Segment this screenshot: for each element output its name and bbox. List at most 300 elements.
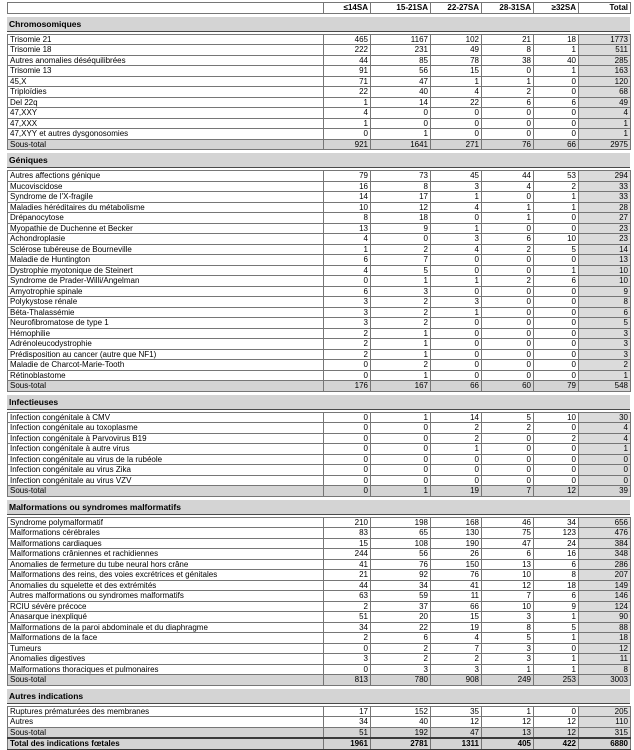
row-total-cell: 1: [579, 118, 631, 129]
value-cell: 2: [371, 297, 431, 308]
value-cell: 0: [534, 444, 579, 455]
value-cell: 1: [534, 202, 579, 213]
row-label-cell: Syndrome polymalformatif: [8, 517, 324, 528]
value-cell: 0: [482, 370, 534, 381]
value-cell: 8: [482, 622, 534, 633]
row-label-cell: Autres anomalies déséquilibrées: [8, 55, 324, 66]
value-cell: 9: [371, 223, 431, 234]
value-cell: 0: [482, 223, 534, 234]
value-cell: 0: [431, 339, 482, 350]
value-cell: 83: [324, 528, 371, 539]
row-total-cell: 1: [579, 444, 631, 455]
value-cell: 40: [371, 717, 431, 728]
value-cell: 85: [371, 55, 431, 66]
column-header-row: [8, 3, 631, 14]
value-cell: 65: [371, 528, 431, 539]
value-cell: 0: [324, 475, 371, 486]
value-cell: 59: [371, 591, 431, 602]
table-row: [8, 286, 631, 297]
value-cell: 26: [431, 549, 482, 560]
row-total-cell: 3003: [579, 675, 631, 686]
row-total-cell: 13: [579, 255, 631, 266]
row-label-cell: RCIU sévère précoce: [8, 601, 324, 612]
row-total-cell: 4: [579, 108, 631, 119]
value-cell: 0: [431, 213, 482, 224]
row-total-cell: 2975: [579, 139, 631, 150]
value-cell: 2: [324, 633, 371, 644]
value-cell: 41: [431, 580, 482, 591]
value-cell: 0: [534, 475, 579, 486]
value-cell: 0: [534, 643, 579, 654]
header-col-15-21sa: 15-21SA: [371, 3, 431, 14]
value-cell: 2: [324, 601, 371, 612]
value-cell: 2: [324, 349, 371, 360]
value-cell: 1641: [371, 139, 431, 150]
value-cell: 0: [431, 286, 482, 297]
header-col-22-27sa: 22-27SA: [431, 3, 482, 14]
value-cell: 5: [482, 633, 534, 644]
row-label-cell: Anasarque inexpliqué: [8, 612, 324, 623]
row-total-cell: 286: [579, 559, 631, 570]
section-title-4: Autres indications: [7, 689, 630, 704]
value-cell: 0: [482, 465, 534, 476]
value-cell: 1: [324, 244, 371, 255]
value-cell: 0: [534, 349, 579, 360]
value-cell: 422: [534, 738, 579, 750]
value-cell: 190: [431, 538, 482, 549]
table-row: [8, 622, 631, 633]
row-total-cell: 1: [579, 370, 631, 381]
value-cell: 35: [431, 706, 482, 717]
value-cell: 6: [324, 255, 371, 266]
value-cell: 21: [324, 570, 371, 581]
row-label-cell: Myopathie de Duchenne et Becker: [8, 223, 324, 234]
value-cell: 46: [482, 517, 534, 528]
table-row: [8, 339, 631, 350]
section-table-1: [7, 170, 631, 392]
value-cell: 0: [324, 412, 371, 423]
value-cell: 5: [534, 622, 579, 633]
row-label-cell: Anomalies digestives: [8, 654, 324, 665]
row-total-cell: 384: [579, 538, 631, 549]
table-row: [8, 706, 631, 717]
row-label-cell: Autres: [8, 717, 324, 728]
value-cell: 1311: [431, 738, 482, 750]
value-cell: 11: [431, 591, 482, 602]
value-cell: 18: [534, 34, 579, 45]
value-cell: 465: [324, 34, 371, 45]
value-cell: 168: [431, 517, 482, 528]
value-cell: 0: [371, 454, 431, 465]
value-cell: 405: [482, 738, 534, 750]
value-cell: 34: [324, 622, 371, 633]
table-row: [8, 192, 631, 203]
value-cell: 1: [482, 202, 534, 213]
value-cell: 167: [371, 381, 431, 392]
value-cell: 49: [431, 45, 482, 56]
value-cell: 34: [371, 580, 431, 591]
table-row: [8, 591, 631, 602]
value-cell: 47: [482, 538, 534, 549]
row-total-cell: 285: [579, 55, 631, 66]
value-cell: 76: [431, 570, 482, 581]
value-cell: 0: [324, 465, 371, 476]
value-cell: 71: [324, 76, 371, 87]
value-cell: 45: [431, 171, 482, 182]
value-cell: 0: [371, 444, 431, 455]
value-cell: 13: [482, 727, 534, 738]
value-cell: 0: [482, 192, 534, 203]
value-cell: 0: [534, 297, 579, 308]
row-label-cell: 45,X: [8, 76, 324, 87]
value-cell: 2: [482, 276, 534, 287]
row-label-cell: Malformations cardiaques: [8, 538, 324, 549]
value-cell: 130: [431, 528, 482, 539]
table-row: [8, 55, 631, 66]
value-cell: 51: [324, 727, 371, 738]
value-cell: 2: [482, 244, 534, 255]
value-cell: 6: [482, 97, 534, 108]
value-cell: 3: [324, 318, 371, 329]
row-label-cell: Malformations de la face: [8, 633, 324, 644]
header-empty-cell: [8, 3, 324, 14]
value-cell: 2: [431, 423, 482, 434]
value-cell: 1: [371, 276, 431, 287]
value-cell: 0: [324, 643, 371, 654]
value-cell: 2: [324, 328, 371, 339]
value-cell: 0: [534, 213, 579, 224]
table-row: [8, 129, 631, 140]
value-cell: 2: [482, 423, 534, 434]
table-row: [8, 349, 631, 360]
table-row: [8, 45, 631, 56]
value-cell: 1: [534, 192, 579, 203]
value-cell: 1: [482, 76, 534, 87]
value-cell: 0: [324, 454, 371, 465]
value-cell: 40: [534, 55, 579, 66]
value-cell: 13: [482, 559, 534, 570]
table-row: [8, 580, 631, 591]
subtotal-label-cell: Sous-total: [8, 675, 324, 686]
row-total-cell: 9: [579, 286, 631, 297]
value-cell: 6: [482, 234, 534, 245]
value-cell: 2: [482, 87, 534, 98]
row-total-cell: 511: [579, 45, 631, 56]
value-cell: 1: [431, 223, 482, 234]
value-cell: 3: [371, 286, 431, 297]
value-cell: 12: [534, 717, 579, 728]
subtotal-row: [8, 486, 631, 497]
section-table-4: [7, 706, 631, 750]
table-row: [8, 454, 631, 465]
value-cell: 4: [324, 234, 371, 245]
value-cell: 0: [324, 444, 371, 455]
row-label-cell: Triploïdies: [8, 87, 324, 98]
value-cell: 210: [324, 517, 371, 528]
row-label-cell: Anomalies de fermeture du tube neural hors crâne: [8, 559, 324, 570]
row-total-cell: 18: [579, 633, 631, 644]
value-cell: 22: [431, 97, 482, 108]
value-cell: 2: [371, 654, 431, 665]
header-col-total: Total: [579, 3, 631, 14]
row-total-cell: 315: [579, 727, 631, 738]
value-cell: 3: [371, 664, 431, 675]
value-cell: 0: [431, 328, 482, 339]
table-row: [8, 276, 631, 287]
value-cell: 0: [534, 454, 579, 465]
value-cell: 0: [431, 465, 482, 476]
value-cell: 0: [431, 255, 482, 266]
value-cell: 6: [534, 591, 579, 602]
row-label-cell: Neurofibromatose de type 1: [8, 318, 324, 329]
value-cell: 0: [371, 423, 431, 434]
value-cell: 0: [324, 129, 371, 140]
value-cell: 17: [324, 706, 371, 717]
value-cell: 0: [482, 307, 534, 318]
value-cell: 780: [371, 675, 431, 686]
table-row: [8, 87, 631, 98]
value-cell: 0: [431, 454, 482, 465]
row-total-cell: 28: [579, 202, 631, 213]
value-cell: 1961: [324, 738, 371, 750]
row-total-cell: 8: [579, 297, 631, 308]
value-cell: 0: [534, 360, 579, 371]
value-cell: 8: [482, 45, 534, 56]
value-cell: 0: [482, 118, 534, 129]
value-cell: 0: [482, 286, 534, 297]
row-label-cell: Autres affections génique: [8, 171, 324, 182]
table-row: [8, 370, 631, 381]
section-table-3: [7, 517, 631, 686]
value-cell: 0: [431, 370, 482, 381]
value-cell: 2: [371, 244, 431, 255]
value-cell: 0: [534, 87, 579, 98]
value-cell: 198: [371, 517, 431, 528]
row-total-cell: 23: [579, 234, 631, 245]
value-cell: 12: [482, 717, 534, 728]
table-row: [8, 34, 631, 45]
value-cell: 1: [534, 654, 579, 665]
value-cell: 41: [324, 559, 371, 570]
row-label-cell: Infection congénitale à Parvovirus B19: [8, 433, 324, 444]
value-cell: 63: [324, 591, 371, 602]
row-total-cell: 207: [579, 570, 631, 581]
value-cell: 3: [431, 664, 482, 675]
value-cell: 0: [482, 454, 534, 465]
row-total-cell: 0: [579, 465, 631, 476]
value-cell: 0: [534, 129, 579, 140]
value-cell: 15: [324, 538, 371, 549]
row-label-cell: Drépanocytose: [8, 213, 324, 224]
row-label-cell: Malformations thoraciques et pulmonaires: [8, 664, 324, 675]
table-row: [8, 97, 631, 108]
row-label-cell: Achondroplasie: [8, 234, 324, 245]
value-cell: 4: [431, 244, 482, 255]
value-cell: 21: [482, 34, 534, 45]
row-total-cell: 68: [579, 87, 631, 98]
value-cell: 5: [534, 244, 579, 255]
value-cell: 0: [482, 129, 534, 140]
row-total-cell: 27: [579, 213, 631, 224]
value-cell: 19: [431, 622, 482, 633]
value-cell: 1: [371, 328, 431, 339]
row-total-cell: 2: [579, 360, 631, 371]
value-cell: 12: [534, 727, 579, 738]
value-cell: 9: [534, 601, 579, 612]
value-cell: 4: [324, 108, 371, 119]
value-cell: 22: [324, 87, 371, 98]
table-row: [8, 664, 631, 675]
value-cell: 0: [371, 118, 431, 129]
value-cell: 1: [431, 76, 482, 87]
value-cell: 47: [371, 76, 431, 87]
row-label-cell: Trisomie 13: [8, 66, 324, 77]
table-row: [8, 570, 631, 581]
value-cell: 152: [371, 706, 431, 717]
row-label-cell: 47,XYY et autres dysgonosomies: [8, 129, 324, 140]
value-cell: 76: [482, 139, 534, 150]
value-cell: 0: [324, 433, 371, 444]
row-label-cell: Ruptures prématurées des membranes: [8, 706, 324, 717]
table-row: [8, 538, 631, 549]
value-cell: 1: [324, 97, 371, 108]
value-cell: 92: [371, 570, 431, 581]
row-total-cell: 39: [579, 486, 631, 497]
row-total-cell: 10: [579, 276, 631, 287]
value-cell: 10: [534, 234, 579, 245]
value-cell: 14: [324, 192, 371, 203]
subtotal-label-cell: Sous-total: [8, 381, 324, 392]
row-total-cell: 1: [579, 129, 631, 140]
header-col-28-31sa: 28-31SA: [482, 3, 534, 14]
value-cell: 6: [324, 286, 371, 297]
value-cell: 66: [431, 381, 482, 392]
header-col-14sa: ≤14SA: [324, 3, 371, 14]
value-cell: 0: [324, 276, 371, 287]
row-label-cell: Del 22q: [8, 97, 324, 108]
table-sections: [7, 17, 630, 750]
value-cell: 0: [324, 370, 371, 381]
grand-total-label-cell: Total des indications fœtales: [8, 738, 324, 750]
value-cell: 2: [324, 339, 371, 350]
table-row: [8, 244, 631, 255]
row-label-cell: Mucoviscidose: [8, 181, 324, 192]
value-cell: 3: [431, 234, 482, 245]
value-cell: 0: [482, 66, 534, 77]
value-cell: 0: [431, 118, 482, 129]
row-total-cell: 656: [579, 517, 631, 528]
subtotal-row: [8, 139, 631, 150]
table-row: [8, 643, 631, 654]
value-cell: 0: [482, 349, 534, 360]
value-cell: 1: [534, 66, 579, 77]
value-cell: 6: [371, 633, 431, 644]
value-cell: 12: [534, 486, 579, 497]
value-cell: 17: [371, 192, 431, 203]
section-title-2: Infectieuses: [7, 395, 630, 410]
table-row: [8, 528, 631, 539]
row-label-cell: 47,XXY: [8, 108, 324, 119]
row-total-cell: 10: [579, 265, 631, 276]
row-label-cell: Amyotrophie spinale: [8, 286, 324, 297]
value-cell: 0: [534, 370, 579, 381]
value-cell: 19: [431, 486, 482, 497]
value-cell: 66: [431, 601, 482, 612]
value-cell: 4: [431, 87, 482, 98]
value-cell: 0: [534, 339, 579, 350]
value-cell: 7: [482, 486, 534, 497]
value-cell: 123: [534, 528, 579, 539]
value-cell: 1: [431, 192, 482, 203]
row-total-cell: 6: [579, 307, 631, 318]
value-cell: 2: [431, 654, 482, 665]
table-row: [8, 171, 631, 182]
value-cell: 1: [534, 664, 579, 675]
value-cell: 1: [371, 412, 431, 423]
value-cell: 56: [371, 66, 431, 77]
value-cell: 0: [534, 76, 579, 87]
value-cell: 10: [482, 570, 534, 581]
row-total-cell: 33: [579, 181, 631, 192]
value-cell: 0: [324, 486, 371, 497]
row-total-cell: 4: [579, 433, 631, 444]
value-cell: 231: [371, 45, 431, 56]
value-cell: 8: [371, 181, 431, 192]
row-total-cell: 49: [579, 97, 631, 108]
value-cell: 150: [431, 559, 482, 570]
value-cell: 38: [482, 55, 534, 66]
value-cell: 921: [324, 139, 371, 150]
value-cell: 1: [482, 706, 534, 717]
table-row: [8, 549, 631, 560]
table-row: [8, 265, 631, 276]
row-label-cell: Malformations des reins, des voies excrétrices et génitales: [8, 570, 324, 581]
value-cell: 0: [482, 108, 534, 119]
value-cell: 192: [371, 727, 431, 738]
row-label-cell: Maladies héréditaires du métabolisme: [8, 202, 324, 213]
table-row: [8, 612, 631, 623]
value-cell: 2: [371, 360, 431, 371]
row-total-cell: 11: [579, 654, 631, 665]
section-title-3: Malformations ou syndromes malformatifs: [7, 500, 630, 515]
value-cell: 34: [534, 517, 579, 528]
value-cell: 1: [431, 307, 482, 318]
value-cell: 79: [324, 171, 371, 182]
value-cell: 1: [371, 339, 431, 350]
table-row: [8, 465, 631, 476]
row-label-cell: Polykystose rénale: [8, 297, 324, 308]
value-cell: 7: [431, 643, 482, 654]
table-row: [8, 717, 631, 728]
row-label-cell: Trisomie 21: [8, 34, 324, 45]
value-cell: 0: [371, 433, 431, 444]
value-cell: 6: [482, 549, 534, 560]
value-cell: 6: [534, 559, 579, 570]
value-cell: 2: [431, 433, 482, 444]
row-total-cell: 5: [579, 318, 631, 329]
subtotal-label-cell: Sous-total: [8, 139, 324, 150]
table-row: [8, 202, 631, 213]
section-table-0: [7, 34, 631, 151]
section-table-2: [7, 412, 631, 497]
value-cell: 2: [371, 643, 431, 654]
row-total-cell: 3: [579, 339, 631, 350]
value-cell: 0: [534, 328, 579, 339]
value-cell: 108: [371, 538, 431, 549]
value-cell: 222: [324, 45, 371, 56]
value-cell: 0: [482, 433, 534, 444]
value-cell: 0: [534, 118, 579, 129]
